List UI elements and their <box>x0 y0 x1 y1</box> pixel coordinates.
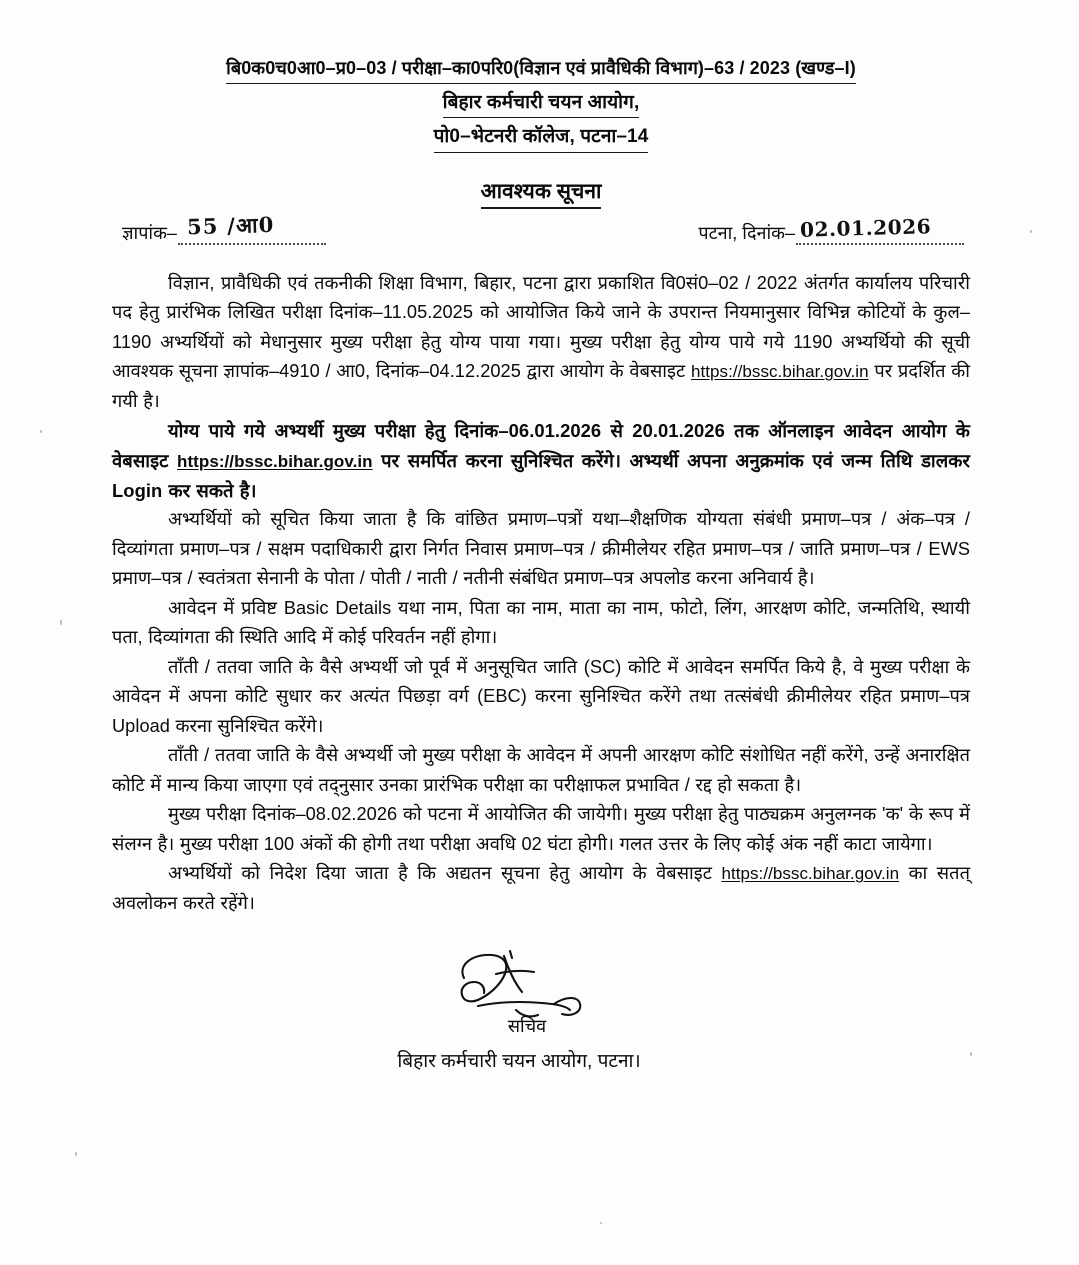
website-link[interactable]: https://bssc.bihar.gov.in <box>690 362 869 382</box>
title-wrap <box>112 177 970 209</box>
memo-date-value: 02.01.2026 <box>799 213 932 242</box>
para-tanti-tatwa-consequence: ताँती / ततवा जाति के वैसे अभ्यर्थी जो मुख्य परीक्षा के आवेदन में अपनी आरक्षण कोटि संशोधित नहीं करेंगे, उन्हें अनारक्षित कोटि में मान्य किया जाएगा एवं तद्नुसार उनका प्रारंभिक परीक्षा का परीक्षाफल प्रभावित / रद्द हो सकता है। <box>112 745 970 795</box>
para-online-application-window: योग्य पाये गये अभ्यर्थी मुख्य परीक्षा हेतु दिनांक–06.01.2026 से 20.01.2026 तक ऑनलाइन आवेदन आयोग के वेबसाइट https://bssc.bihar.gov.in पर समर्पित करना सुनिश्चित करेंगे। अभ्यर्थी अपना अनुक्रमांक एवं जन्म तिथि डालकर Login कर सकते है। <box>112 420 970 501</box>
date-dotted-line <box>796 213 964 245</box>
signatory-designation: सचिव <box>507 1016 547 1037</box>
reference-number: बि0क0च0आ0–प्र0–03 / परीक्षा–का0परि0(विज्ञान एवं प्रावैधिकी विभाग)–63 / 2023 (खण्ड–I) <box>226 56 856 84</box>
scan-speck <box>40 430 42 433</box>
signatory-organisation: बिहार कर्मचारी चयन आयोग, पटना। <box>397 1051 641 1073</box>
document-sheet <box>112 56 970 1073</box>
memo-number-dotted-line <box>178 211 326 245</box>
scan-speck <box>970 1052 972 1056</box>
address-row <box>112 123 970 152</box>
scan-speck <box>60 620 62 625</box>
scan-speck <box>1030 230 1032 233</box>
scan-speck <box>75 1152 77 1156</box>
memo-number-value: 55 /आ0 <box>186 211 275 239</box>
website-link[interactable]: https://bssc.bihar.gov.in <box>721 864 900 884</box>
para-website-monitoring: अभ्यर्थियों को निदेश दिया जाता है कि अद्यतन सूचना हेतु आयोग के वेबसाइट https://bssc.bihar.gov.in का सतत् अवलोकन करते रहेंगे। <box>112 863 970 913</box>
para-main-exam-details: मुख्य परीक्षा दिनांक–08.02.2026 को पटना में आयोजित की जायेगी। मुख्य परीक्षा हेतु पाठ्यक्रम अनुलग्नक 'क' के रूप में संलग्न है। मुख्य परीक्षा 100 अंकों की होगी तथा परीक्षा अवधि 02 घंटा होगी। गलत उत्तर के लिए कोई अंक नहीं काटा जायेगा। <box>112 804 970 854</box>
signature-block <box>112 944 970 1073</box>
reference-number-row <box>112 56 970 84</box>
para-required-documents: अभ्यर्थियों को सूचित किया जाता है कि वांछित प्रमाण–पत्रों यथा–शैक्षणिक योग्यता संबंधी प्रमाण–पत्र / अंक–पत्र / दिव्यांगता प्रमाण–पत्र / सक्षम पदाधिकारी द्वारा निर्गत निवास प्रमाण–पत्र / क्रीमीलेयर रहित प्रमाण–पत्र / जाति प्रमाण–पत्र / EWS प्रमाण–पत्र / स्वतंत्रता सेनानी के पोता / पोती / नाती / नतीनी संबंधित प्रमाण–पत्र अपलोड करना अनिवार्य है। <box>112 509 970 589</box>
place-date-label: पटना, दिनांक– <box>698 222 795 243</box>
memo-date-row <box>112 211 970 255</box>
para-tanti-tatwa-category-change: ताँती / ततवा जाति के वैसे अभ्यर्थी जो पूर्व में अनुसूचित जाति (SC) कोटि में आवेदन समर्पित किये है, वे मुख्य परीक्षा के आवेदन में अपना कोटि सुधार कर अत्यंत पिछड़ा वर्ग (EBC) करना सुनिश्चित करेंगे तथा तत्संबंधी क्रीमीलेयर रहित प्रमाण–पत्र Upload करना सुनिश्चित करेंगे। <box>112 656 970 736</box>
organisation-row <box>112 89 970 118</box>
page-title: आवश्यक सूचना <box>481 177 602 209</box>
memo-number-group <box>122 211 326 245</box>
website-link[interactable]: https://bssc.bihar.gov.in <box>177 451 373 471</box>
place-date-group <box>698 213 964 245</box>
organisation-name: बिहार कर्मचारी चयन आयोग, <box>443 89 640 118</box>
para-notification-background: विज्ञान, प्रावैधिकी एवं तकनीकी शिक्षा विभाग, बिहार, पटना द्वारा प्रकाशित वि0सं0–02 / 2022 अंतर्गत कार्यालय परिचारी पद हेतु प्रारंभिक लिखित परीक्षा दिनांक–11.05.2025 को आयोजित किये जाने के उपरान्त नियमानुसार विभिन्न कोटियों के कुल–1190 अभ्यर्थियों को मेधानुसार मुख्य परीक्षा हेतु योग्य पाया गया। मुख्य परीक्षा हेतु योग्य पाये गये 1190 अभ्यर्थियो की सूची आवश्यक सूचना ज्ञापांक–4910 / आ0, दिनांक–04.12.2025 द्वारा आयोग के वेबसाइट https://bssc.bihar.gov.in पर प्रदर्शित की गयी है। <box>112 272 971 411</box>
scan-speck <box>600 1222 602 1224</box>
memo-number-label: ज्ञापांक– <box>122 222 177 243</box>
letterhead <box>112 56 970 153</box>
para-basic-details-locked: आवेदन में प्रविष्ट Basic Details यथा नाम, पिता का नाम, माता का नाम, फोटो, लिंग, आरक्षण कोटि, जन्मतिथि, स्थायी पता, दिव्यांगता की स्थिति आदि में कोई परिवर्तन नहीं होगा। <box>112 597 970 648</box>
organisation-address: पो0–भेटनरी कॉलेज, पटना–14 <box>434 123 649 152</box>
signature-holder <box>404 944 634 1036</box>
document-body <box>112 269 970 919</box>
